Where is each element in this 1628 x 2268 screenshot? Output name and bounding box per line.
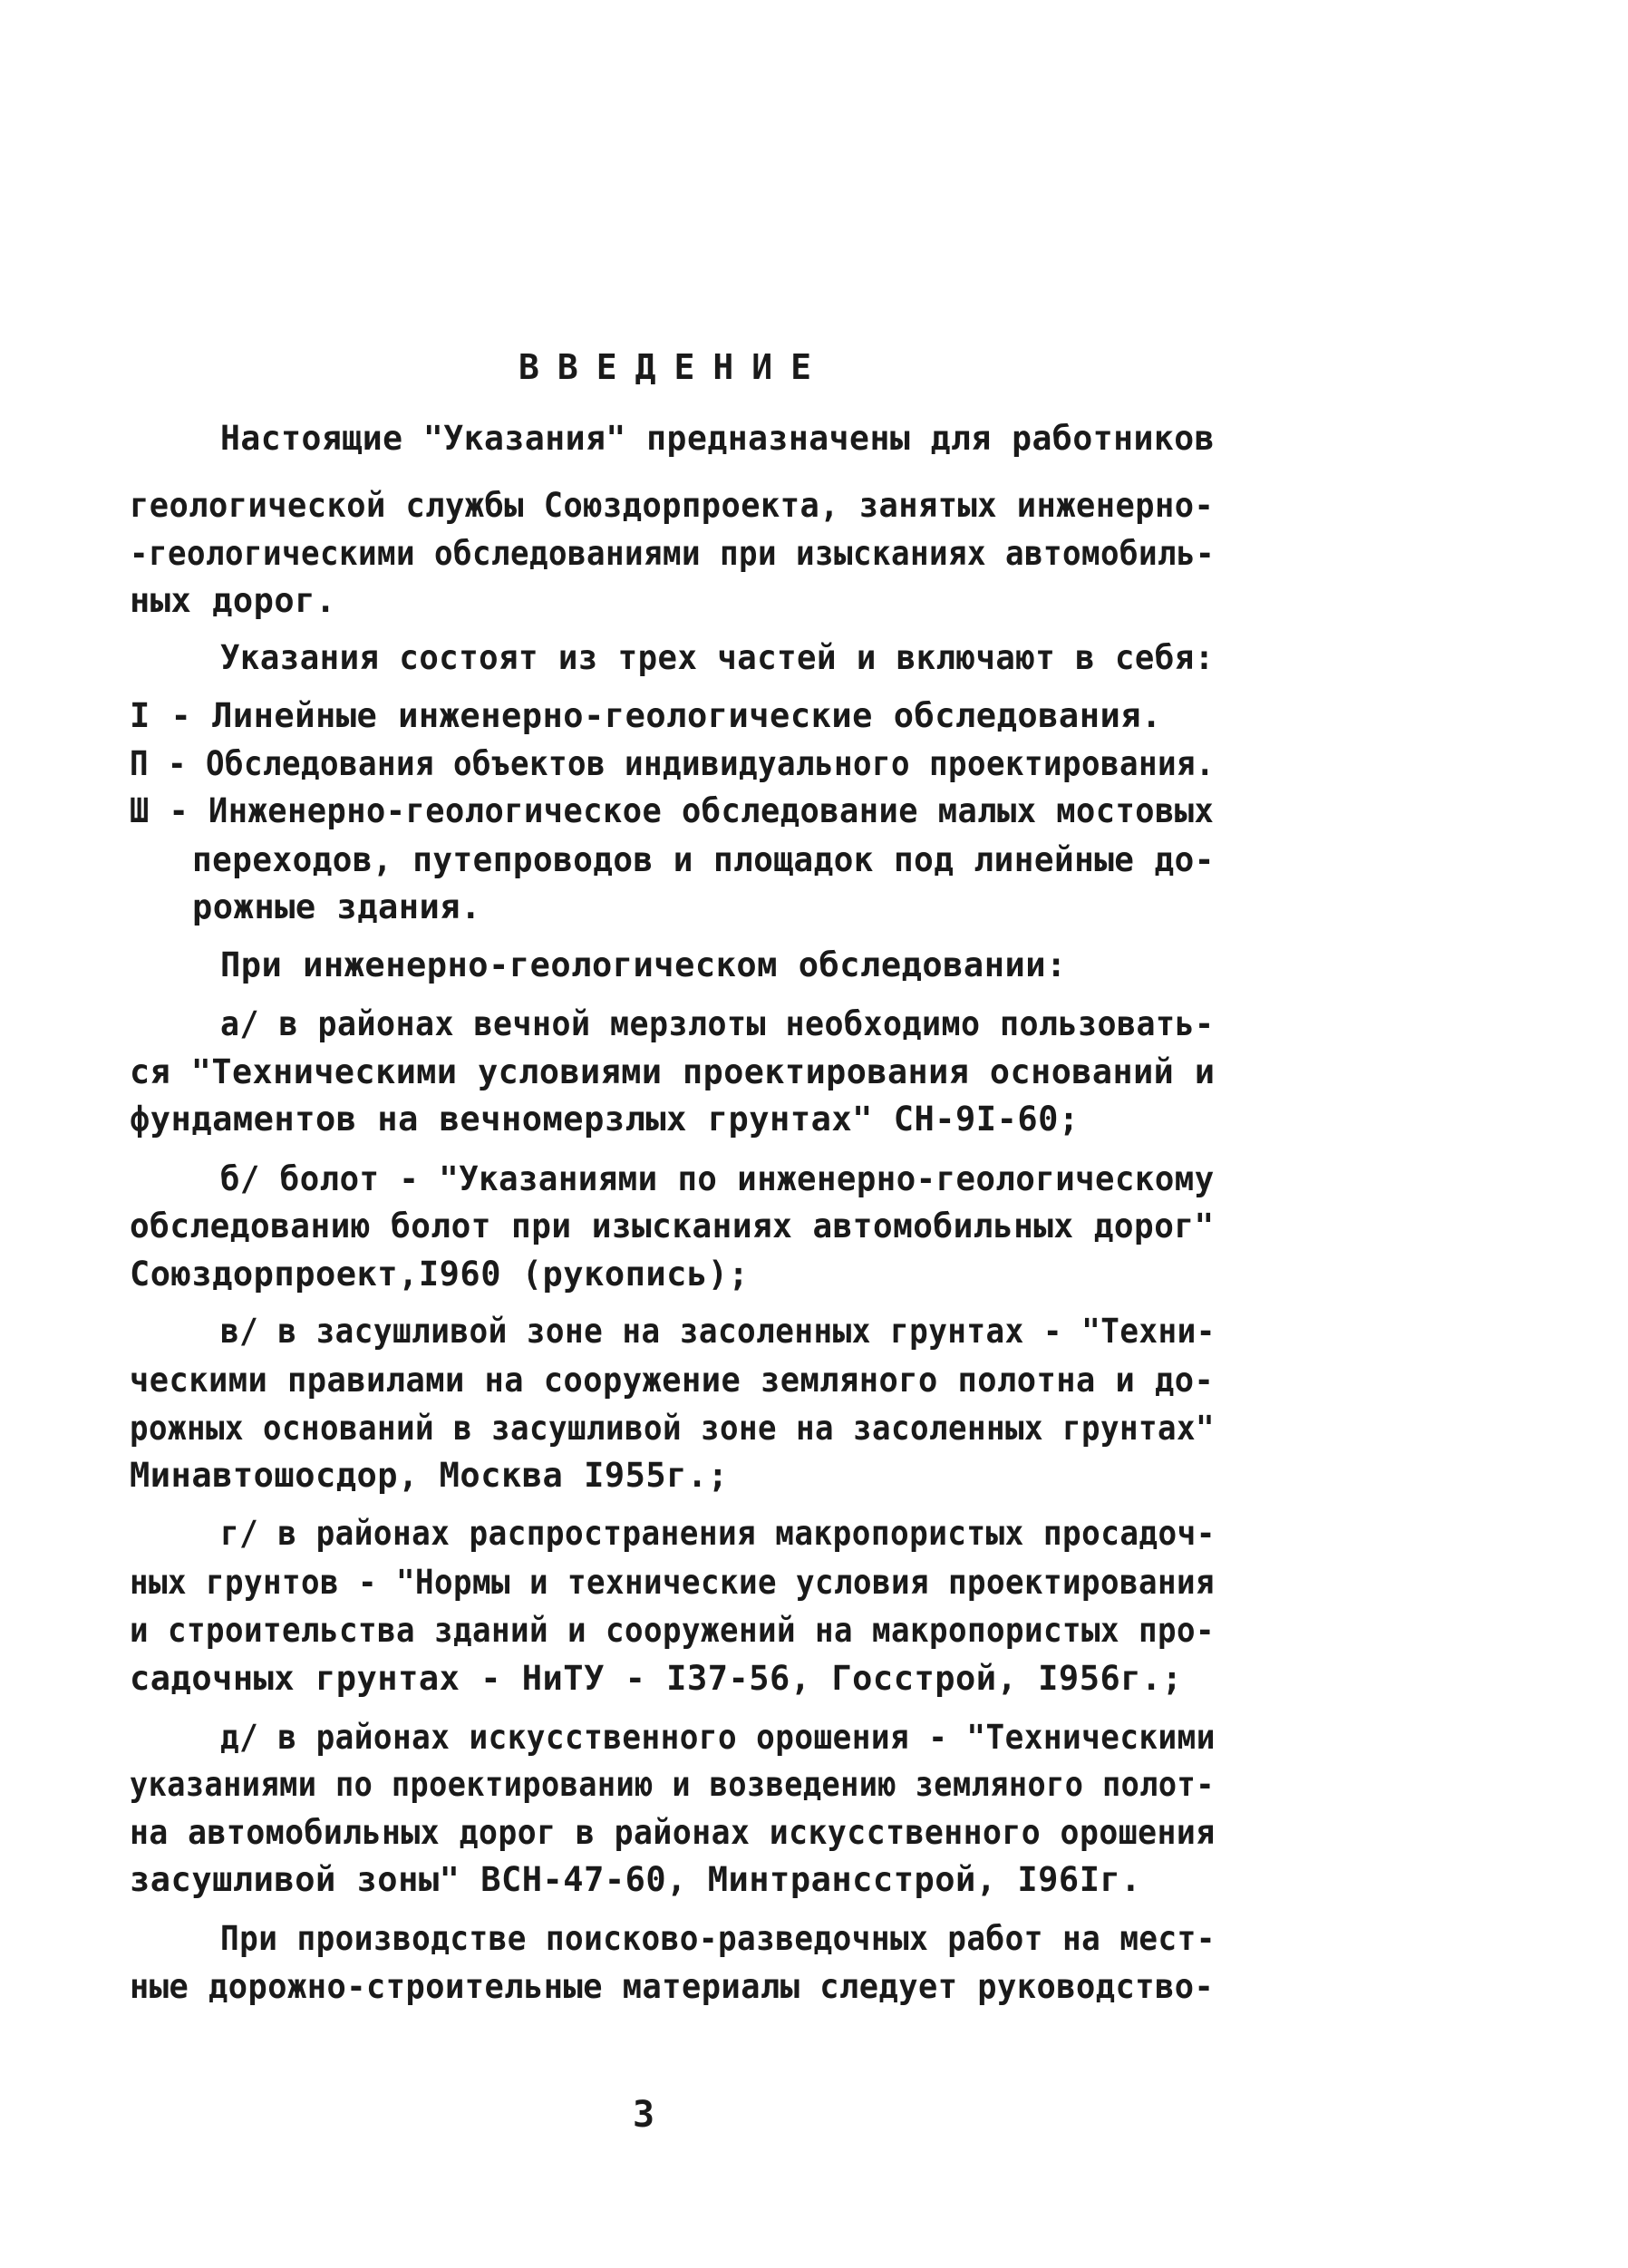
text-line: указаниями по проектированию и возведению земляного полот- [130, 1765, 1215, 1804]
text-line: садочных грунтах - НиТУ - I37-56, Госстрой, I956г.; [130, 1659, 1183, 1698]
text-line: При производстве поисково-разведочных работ на мест- [220, 1919, 1216, 1958]
page-title: ВВЕДЕНИЕ [518, 347, 830, 387]
text-line: рожные здания. [192, 887, 481, 926]
text-line: и строительства зданий и сооружений на макропористых про- [130, 1611, 1215, 1650]
list-item: Ш - Инженерно-геологическое обследование малых мостовых [130, 791, 1215, 830]
text-line: г/ в районах распространения макропористых просадоч- [220, 1514, 1216, 1553]
text-line: ные дорожно-строительные материалы следует руководство- [130, 1967, 1215, 2006]
text-line: обследованию болот при изысканиях автомобильных дорог" [130, 1207, 1215, 1245]
text-line: При инженерно-геологическом обследовании: [220, 945, 1067, 984]
list-item: I - Линейные инженерно-геологические обследования. [130, 696, 1162, 735]
text-line: ческими правилами на сооружение земляного полотна и до- [130, 1361, 1215, 1400]
text-line: Союздорпроект,I960 (рукопись); [130, 1255, 750, 1294]
text-line: Минавтошосдор, Москва I955г.; [130, 1456, 729, 1495]
text-line: б/ болот - "Указаниями по инженерно-геологическому [220, 1159, 1215, 1198]
text-line: на автомобильных дорог в районах искусственного орошения [130, 1813, 1216, 1852]
text-line: рожных оснований в засушливой зоне на засоленных грунтах" [130, 1409, 1215, 1448]
text-line: ных дорог. [130, 581, 336, 620]
text-line: фундаментов на вечномерзлых грунтах" СН-9I-60; [130, 1100, 1080, 1139]
text-line: д/ в районах искусственного орошения - "Техническими [220, 1718, 1216, 1757]
text-line: Указания состоят из трех частей и включают в себя: [220, 638, 1215, 677]
text-line: Настоящие "Указания" предназначены для работников [220, 419, 1216, 458]
page-number: 3 [633, 2094, 655, 2136]
text-line: засушливой зоны" ВСН-47-60, Минтрансстрой, I96Iг. [130, 1860, 1142, 1899]
text-line: -геологическими обследованиями при изысканиях автомобиль- [130, 534, 1215, 573]
text-line: а/ в районах вечной мерзлоты необходимо пользовать- [220, 1004, 1215, 1043]
text-line: переходов, путепроводов и площадок под линейные до- [192, 840, 1215, 879]
text-line: ных грунтов - "Нормы и технические условия проектирования [130, 1563, 1215, 1602]
text-line: геологической службы Союздорпроекта, занятых инженерно- [130, 486, 1215, 525]
text-line: ся "Техническими условиями проектирования оснований и [130, 1052, 1216, 1091]
text-line: в/ в засушливой зоне на засоленных грунтах - "Техни- [220, 1312, 1216, 1351]
list-item: П - Обследования объектов индивидуального проектирования. [130, 744, 1215, 783]
